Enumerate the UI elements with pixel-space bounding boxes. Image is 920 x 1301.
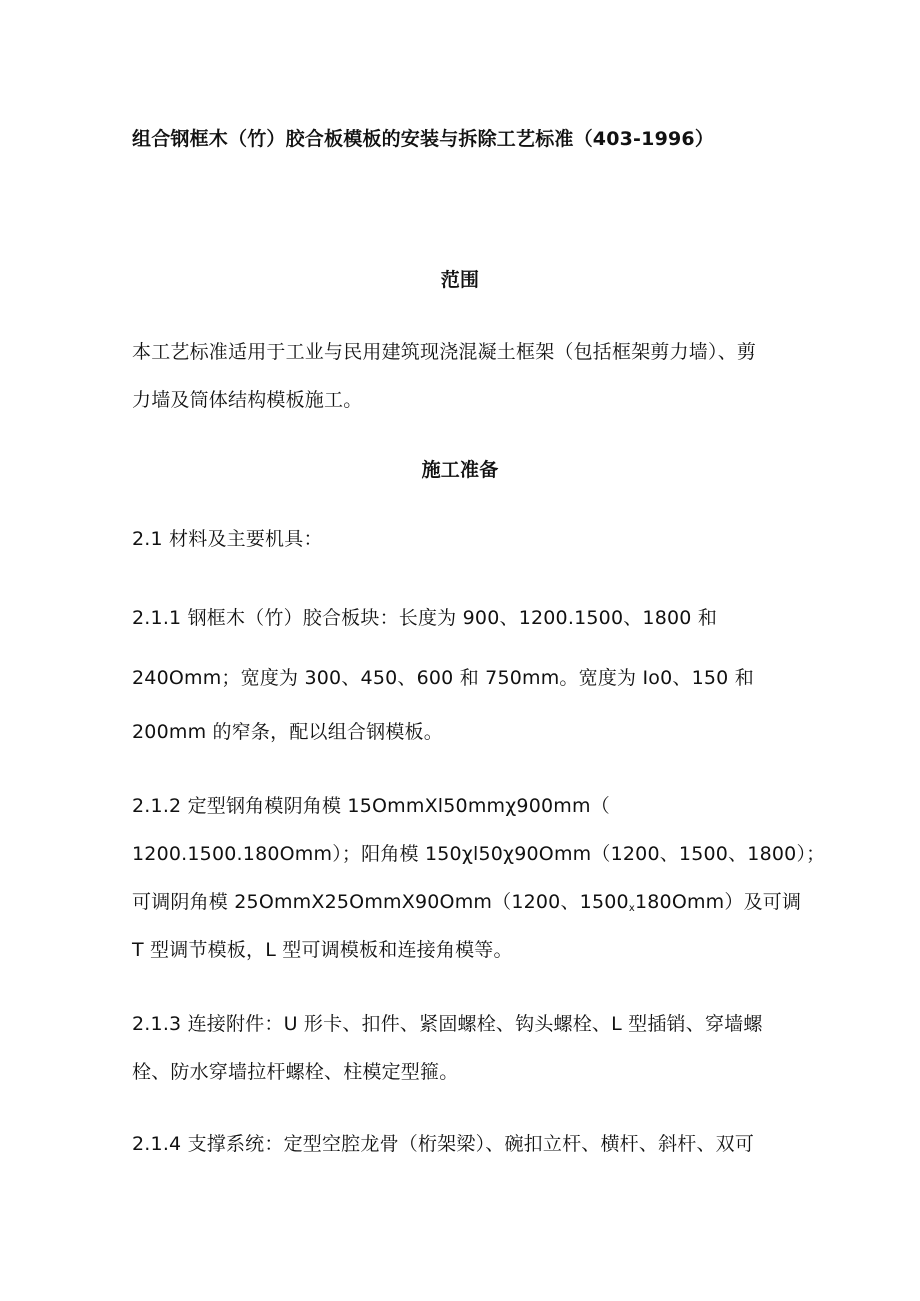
item-2-1-4-line-1: 2.1.4 支撑系统：定型空腔龙骨（桁架梁）、碗扣立杆、横杆、斜杆、双可 [132, 1133, 755, 1155]
item-2-1-1-line-2: 240Omm；宽度为 300、450、600 和 750mm。宽度为 Io0、150 和 [132, 667, 754, 689]
item-2-1-2-line-3-subscript: x [628, 903, 635, 914]
item-2-1-2-line-4: T 型调节模板，L 型可调模板和连接角模等。 [132, 939, 513, 961]
item-2-1-1-line-3: 200mm 的窄条，配以组合钢模板。 [132, 721, 443, 743]
section-heading-scope: 范围 [440, 269, 480, 291]
document-title: 组合钢框木（竹）胶合板模板的安装与拆除工艺标准（403-1996） [132, 128, 715, 150]
item-2-1-1-line-1: 2.1.1 钢框木（竹）胶合板块：长度为 900、1200.1500、1800 和 [132, 607, 718, 629]
item-2-1-2-line-3-part-b: 180Omm）及可调 [634, 891, 802, 913]
scope-paragraph-line-2: 力墙及筒体结构模板施工。 [132, 389, 363, 411]
item-2-1-2-line-1: 2.1.2 定型钢角模阴角模 15OmmXl50mmχ900mm（ [132, 795, 610, 817]
item-2-1-2-line-3-part-a: 可调阴角模 25OmmX25OmmX90Omm（1200、1500 [132, 891, 629, 913]
item-2-1-2-line-3 [132, 890, 801, 921]
item-2-1-3-line-2: 栓、防水穿墙拉杆螺栓、柱模定型箍。 [132, 1061, 459, 1083]
item-2-1-3-line-1: 2.1.3 连接附件：U 形卡、扣件、紧固螺栓、钩头螺栓、L 型插销、穿墙螺 [132, 1013, 763, 1035]
item-2-1: 2.1 材料及主要机具： [132, 528, 323, 550]
item-2-1-2-line-2: 1200.1500.180Omm）；阳角模 150χl50χ90Omm（1200、1500、1800）； [132, 843, 826, 865]
section-heading-preparation: 施工准备 [421, 459, 499, 481]
scope-paragraph-line-1: 本工艺标准适用于工业与民用建筑现浇混凝土框架（包括框架剪力墙）、剪 [132, 341, 757, 363]
